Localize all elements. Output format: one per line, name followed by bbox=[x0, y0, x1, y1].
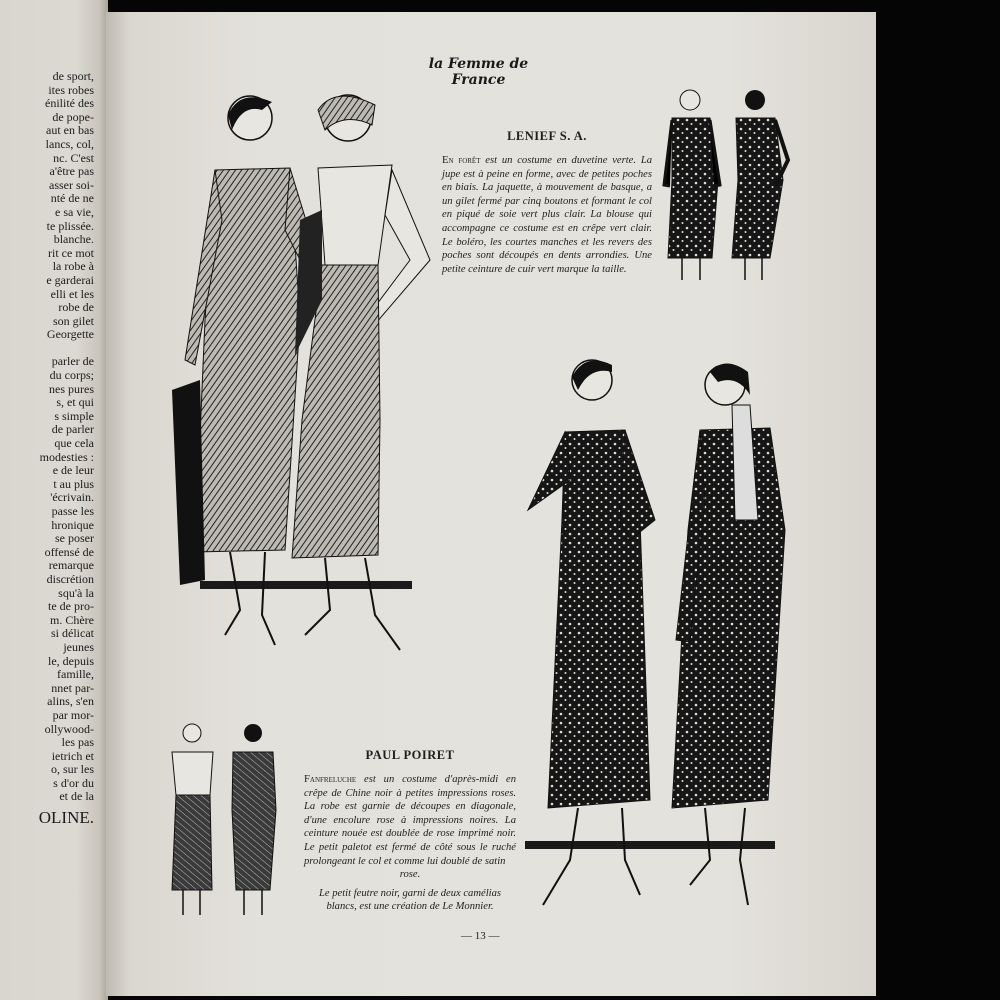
poiret-title: PAUL POIRET bbox=[365, 748, 455, 762]
column-line: énilité des bbox=[45, 96, 94, 111]
column-line: te de pro- bbox=[48, 599, 94, 614]
column-line: e de leur bbox=[52, 463, 94, 478]
column-line: et de la bbox=[59, 789, 94, 804]
column-line: te plissée. bbox=[46, 218, 94, 233]
column-line: e sa vie, bbox=[55, 204, 94, 219]
column-line: le, depuis bbox=[48, 653, 94, 668]
column-line: de parler bbox=[51, 422, 94, 437]
column-line: m. Chère bbox=[50, 612, 94, 627]
illustration-poiret-pair bbox=[525, 360, 785, 905]
column-line: elli et les bbox=[50, 286, 94, 301]
lenief-model-name: En forêt bbox=[442, 155, 481, 166]
column-line: parler de bbox=[51, 354, 94, 369]
column-line: ollywood- bbox=[44, 721, 94, 736]
column-line: si délicat bbox=[51, 626, 94, 641]
column-line: remarque bbox=[48, 558, 94, 573]
column-line: jeunes bbox=[63, 639, 94, 654]
poiret-body: est un costume d'après-midi en crêpe de Chine noir à petites impressions roses. La robe est garnie de découpes en diagonale, d'une encolure rose à impressions noires. La ceinture nouée est doublée de rose imprimé noir. Le petit paletot est fermé de côté sous le ruché prolongeant le col et comme lui doublé de satin bbox=[304, 774, 516, 867]
column-line: nnet par- bbox=[51, 680, 94, 695]
column-line: du corps; bbox=[49, 368, 94, 383]
column-line: nté de ne bbox=[50, 191, 94, 206]
column-line: o, sur les bbox=[51, 762, 94, 777]
article-signature: OLINE. bbox=[38, 808, 94, 828]
column-line: passe les bbox=[51, 504, 94, 518]
illustration-lenief-pair bbox=[172, 95, 430, 650]
poiret-text-end: rose. bbox=[399, 869, 421, 881]
column-line: discrétion bbox=[46, 571, 94, 586]
column-line: asser soi- bbox=[49, 177, 94, 192]
column-line: a'être pas bbox=[49, 164, 94, 179]
column-line: Georgette bbox=[46, 327, 94, 342]
column-line: s, et qui bbox=[56, 395, 94, 410]
column-line: famille, bbox=[57, 667, 94, 682]
column-line: se poser bbox=[55, 531, 94, 546]
column-line: modesties : bbox=[39, 449, 94, 464]
column-line: nes pures bbox=[49, 381, 94, 396]
column-line: ietrich et bbox=[51, 748, 94, 763]
lenief-body: est un costume en duvetine verte. La jupe est à peine en forme, avec de petites poches en biais. La jaquette, à mouvement de basque, a un gilet fermé par cinq boutons et formant le col en piqué de soie vert plus clair. La blouse qui accompagne ce costume est en crêpe vert clair. Le boléro, les courtes manches et les revers des poches sont découpés en dents arrondies. Une petite ceinture de cuir vert marque la taille. bbox=[442, 155, 653, 275]
column-line: par mor- bbox=[52, 707, 94, 722]
column-line: son gilet bbox=[53, 313, 94, 328]
lenief-title: LENIEF S. A. bbox=[507, 129, 587, 143]
illustration-poiret-back-views bbox=[172, 724, 276, 915]
column-line: s simple bbox=[54, 408, 94, 423]
column-line: s d'or du bbox=[53, 775, 94, 790]
column-line: robe de bbox=[58, 300, 94, 315]
column-line: offensé de bbox=[44, 544, 94, 559]
masthead: la Femme de France bbox=[428, 56, 529, 88]
column-line: hronique bbox=[51, 517, 94, 532]
column-line: blanche. bbox=[53, 232, 94, 247]
column-line: nc. C'est bbox=[53, 150, 94, 165]
column-line: ites robes bbox=[48, 82, 94, 97]
poiret-model-name: Fanfreluche bbox=[304, 774, 357, 785]
column-line: e garderai bbox=[46, 272, 94, 287]
column-line: lancs, col, bbox=[45, 136, 94, 151]
column-line: t au plus bbox=[53, 476, 94, 491]
column-line: de pope- bbox=[52, 109, 94, 124]
column-line: les pas bbox=[61, 735, 94, 750]
column-line: de sport, bbox=[52, 69, 94, 83]
illustration-lenief-back-views bbox=[664, 90, 788, 280]
column-line: la robe à bbox=[52, 259, 94, 274]
page-number: — 13 — bbox=[461, 930, 500, 942]
column-line: alins, s'en bbox=[47, 694, 94, 709]
column-line: 'écrivain. bbox=[50, 490, 94, 505]
column-line: aut en bas bbox=[46, 123, 94, 138]
column-line: que cela bbox=[54, 436, 94, 451]
poiret-hat-note: Le petit feutre noir, garni de deux camélias blancs, est une création de Le Monnier. bbox=[318, 887, 502, 913]
column-line: rit ce mot bbox=[48, 245, 94, 260]
column-line: squ'à la bbox=[58, 585, 94, 600]
